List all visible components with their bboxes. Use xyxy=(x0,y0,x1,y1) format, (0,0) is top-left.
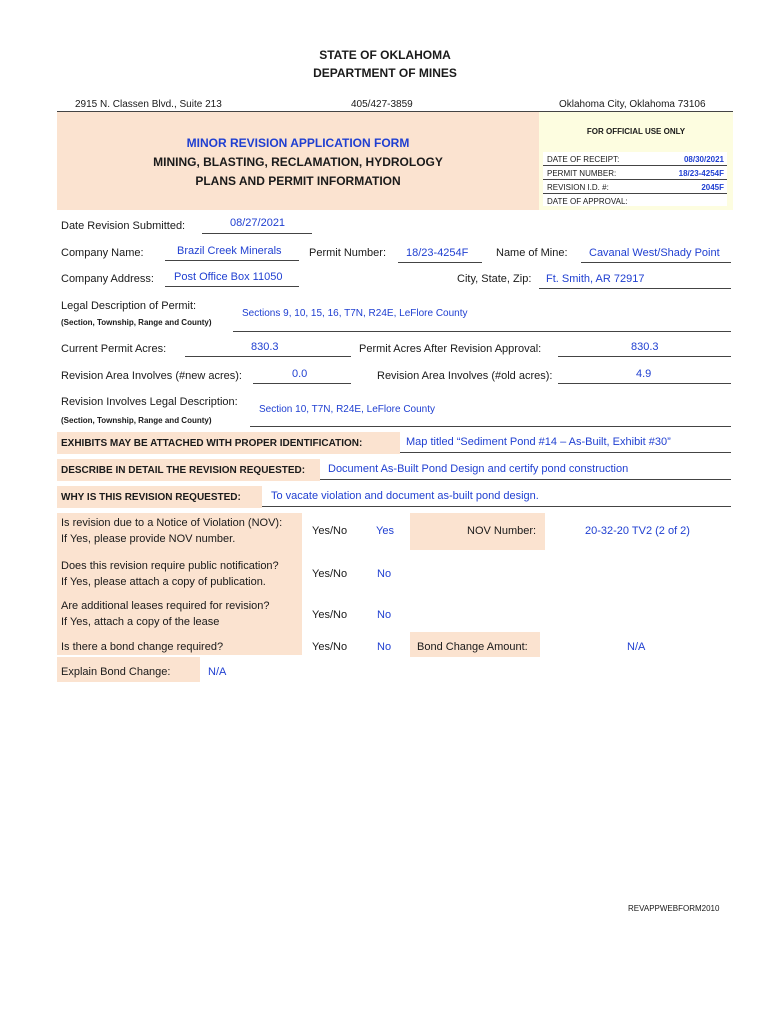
official-permit-label: PERMIT NUMBER: xyxy=(547,169,617,178)
why-value[interactable]: To vacate violation and document as-built pond design. xyxy=(271,490,539,502)
q-bond-answer[interactable]: No xyxy=(377,641,392,653)
q-bond-line1: Is there a bond change required? xyxy=(61,641,224,653)
new-acres-label: Revision Area Involves (#new acres): xyxy=(61,370,242,382)
form-subtitle-2: PLANS AND PERMIT INFORMATION xyxy=(195,174,401,188)
q-nov-line1: Is revision due to a Notice of Violation (NOV): xyxy=(61,517,283,529)
company-name-value[interactable]: Brazil Creek Minerals xyxy=(177,245,282,257)
company-address-label: Company Address: xyxy=(61,273,154,285)
nov-number-label: NOV Number: xyxy=(467,525,537,537)
date-receipt-value: 08/30/2021 xyxy=(683,155,724,164)
official-permit-value: 18/23-4254F xyxy=(678,169,724,178)
company-name-label: Company Name: xyxy=(61,247,144,259)
revision-legal-sub: (Section, Township, Range and County) xyxy=(61,416,212,425)
q-bond-yesno: Yes/No xyxy=(312,641,348,653)
form-code: REVAPPWEBFORM2010 xyxy=(628,904,720,913)
explain-bond-label: Explain Bond Change: xyxy=(61,666,171,678)
revision-legal-value[interactable]: Section 10, T7N, R24E, LeFlore County xyxy=(259,404,436,415)
legal-description-sub: (Section, Township, Range and County) xyxy=(61,318,212,327)
state-heading: STATE OF OKLAHOMA xyxy=(319,48,451,62)
old-acres-label: Revision Area Involves (#old acres): xyxy=(377,370,553,382)
legal-description-value[interactable]: Sections 9, 10, 15, 16, T7N, R24E, LeFlore County xyxy=(242,308,468,319)
q-leases-yesno: Yes/No xyxy=(312,609,348,621)
date-approval-label: DATE OF APPROVAL: xyxy=(547,197,628,206)
form-title: MINOR REVISION APPLICATION FORM xyxy=(186,136,410,150)
current-acres-value[interactable]: 830.3 xyxy=(251,341,279,353)
company-address-value[interactable]: Post Office Box 11050 xyxy=(174,271,283,283)
revision-id-label: REVISION I.D. #: xyxy=(547,183,609,192)
q-leases-line1: Are additional leases required for revision? xyxy=(61,600,270,612)
q-nov-line2: If Yes, please provide NOV number. xyxy=(61,533,236,545)
bond-amount-value[interactable]: N/A xyxy=(627,641,646,653)
exhibits-value[interactable]: Map titled “Sediment Pond #14 – As-Built, Exhibit #30” xyxy=(406,436,671,448)
permit-number-label: Permit Number: xyxy=(309,247,387,259)
after-acres-label: Permit Acres After Revision Approval: xyxy=(359,343,542,355)
mine-name-label: Name of Mine: xyxy=(496,247,568,259)
city-line: Oklahoma City, Oklahoma 73106 xyxy=(559,99,706,110)
city-state-zip-label: City, State, Zip: xyxy=(457,273,532,285)
q-nov-answer[interactable]: Yes xyxy=(376,525,394,537)
date-submitted-value[interactable]: 08/27/2021 xyxy=(230,217,286,229)
describe-value[interactable]: Document As-Built Pond Design and certify pond construction xyxy=(328,463,629,475)
old-acres-value[interactable]: 4.9 xyxy=(636,368,652,380)
bond-amount-label: Bond Change Amount: xyxy=(417,641,528,653)
mine-name-value[interactable]: Cavanal West/Shady Point xyxy=(589,247,720,259)
describe-label: DESCRIBE IN DETAIL THE REVISION REQUESTED: xyxy=(61,465,306,476)
q-leases-line2: If Yes, attach a copy of the lease xyxy=(61,616,220,628)
date-submitted-label: Date Revision Submitted: xyxy=(61,220,186,232)
q-leases-answer[interactable]: No xyxy=(377,609,392,621)
date-receipt-label: DATE OF RECEIPT: xyxy=(547,155,620,164)
q-nov-yesno: Yes/No xyxy=(312,525,348,537)
department-heading: DEPARTMENT OF MINES xyxy=(313,66,457,80)
phone-line: 405/427-3859 xyxy=(351,99,413,110)
q-notification-line2: If Yes, please attach a copy of publication. xyxy=(61,576,266,588)
legal-description-label: Legal Description of Permit: xyxy=(61,300,197,312)
official-use-heading: FOR OFFICIAL USE ONLY xyxy=(586,127,686,136)
current-acres-label: Current Permit Acres: xyxy=(61,343,167,355)
q-notification-yesno: Yes/No xyxy=(312,568,348,580)
q-notification-answer[interactable]: No xyxy=(377,568,392,580)
revision-legal-label: Revision Involves Legal Description: xyxy=(61,396,238,408)
permit-number-value[interactable]: 18/23-4254F xyxy=(406,247,469,259)
nov-number-value[interactable]: 20-32-20 TV2 (2 of 2) xyxy=(585,525,690,537)
exhibits-label: EXHIBITS MAY BE ATTACHED WITH PROPER IDENTIFICATION: xyxy=(61,438,363,449)
new-acres-value[interactable]: 0.0 xyxy=(292,368,308,380)
q-notification-line1: Does this revision require public notification? xyxy=(61,560,279,572)
why-label: WHY IS THIS REVISION REQUESTED: xyxy=(61,492,241,503)
form-subtitle-1: MINING, BLASTING, RECLAMATION, HYDROLOGY xyxy=(153,155,443,169)
address-line: 2915 N. Classen Blvd., Suite 213 xyxy=(75,99,222,110)
after-acres-value[interactable]: 830.3 xyxy=(631,341,659,353)
explain-bond-value[interactable]: N/A xyxy=(208,666,227,678)
revision-id-value: 2045F xyxy=(701,183,724,192)
city-state-zip-value[interactable]: Ft. Smith, AR 72917 xyxy=(546,273,645,285)
